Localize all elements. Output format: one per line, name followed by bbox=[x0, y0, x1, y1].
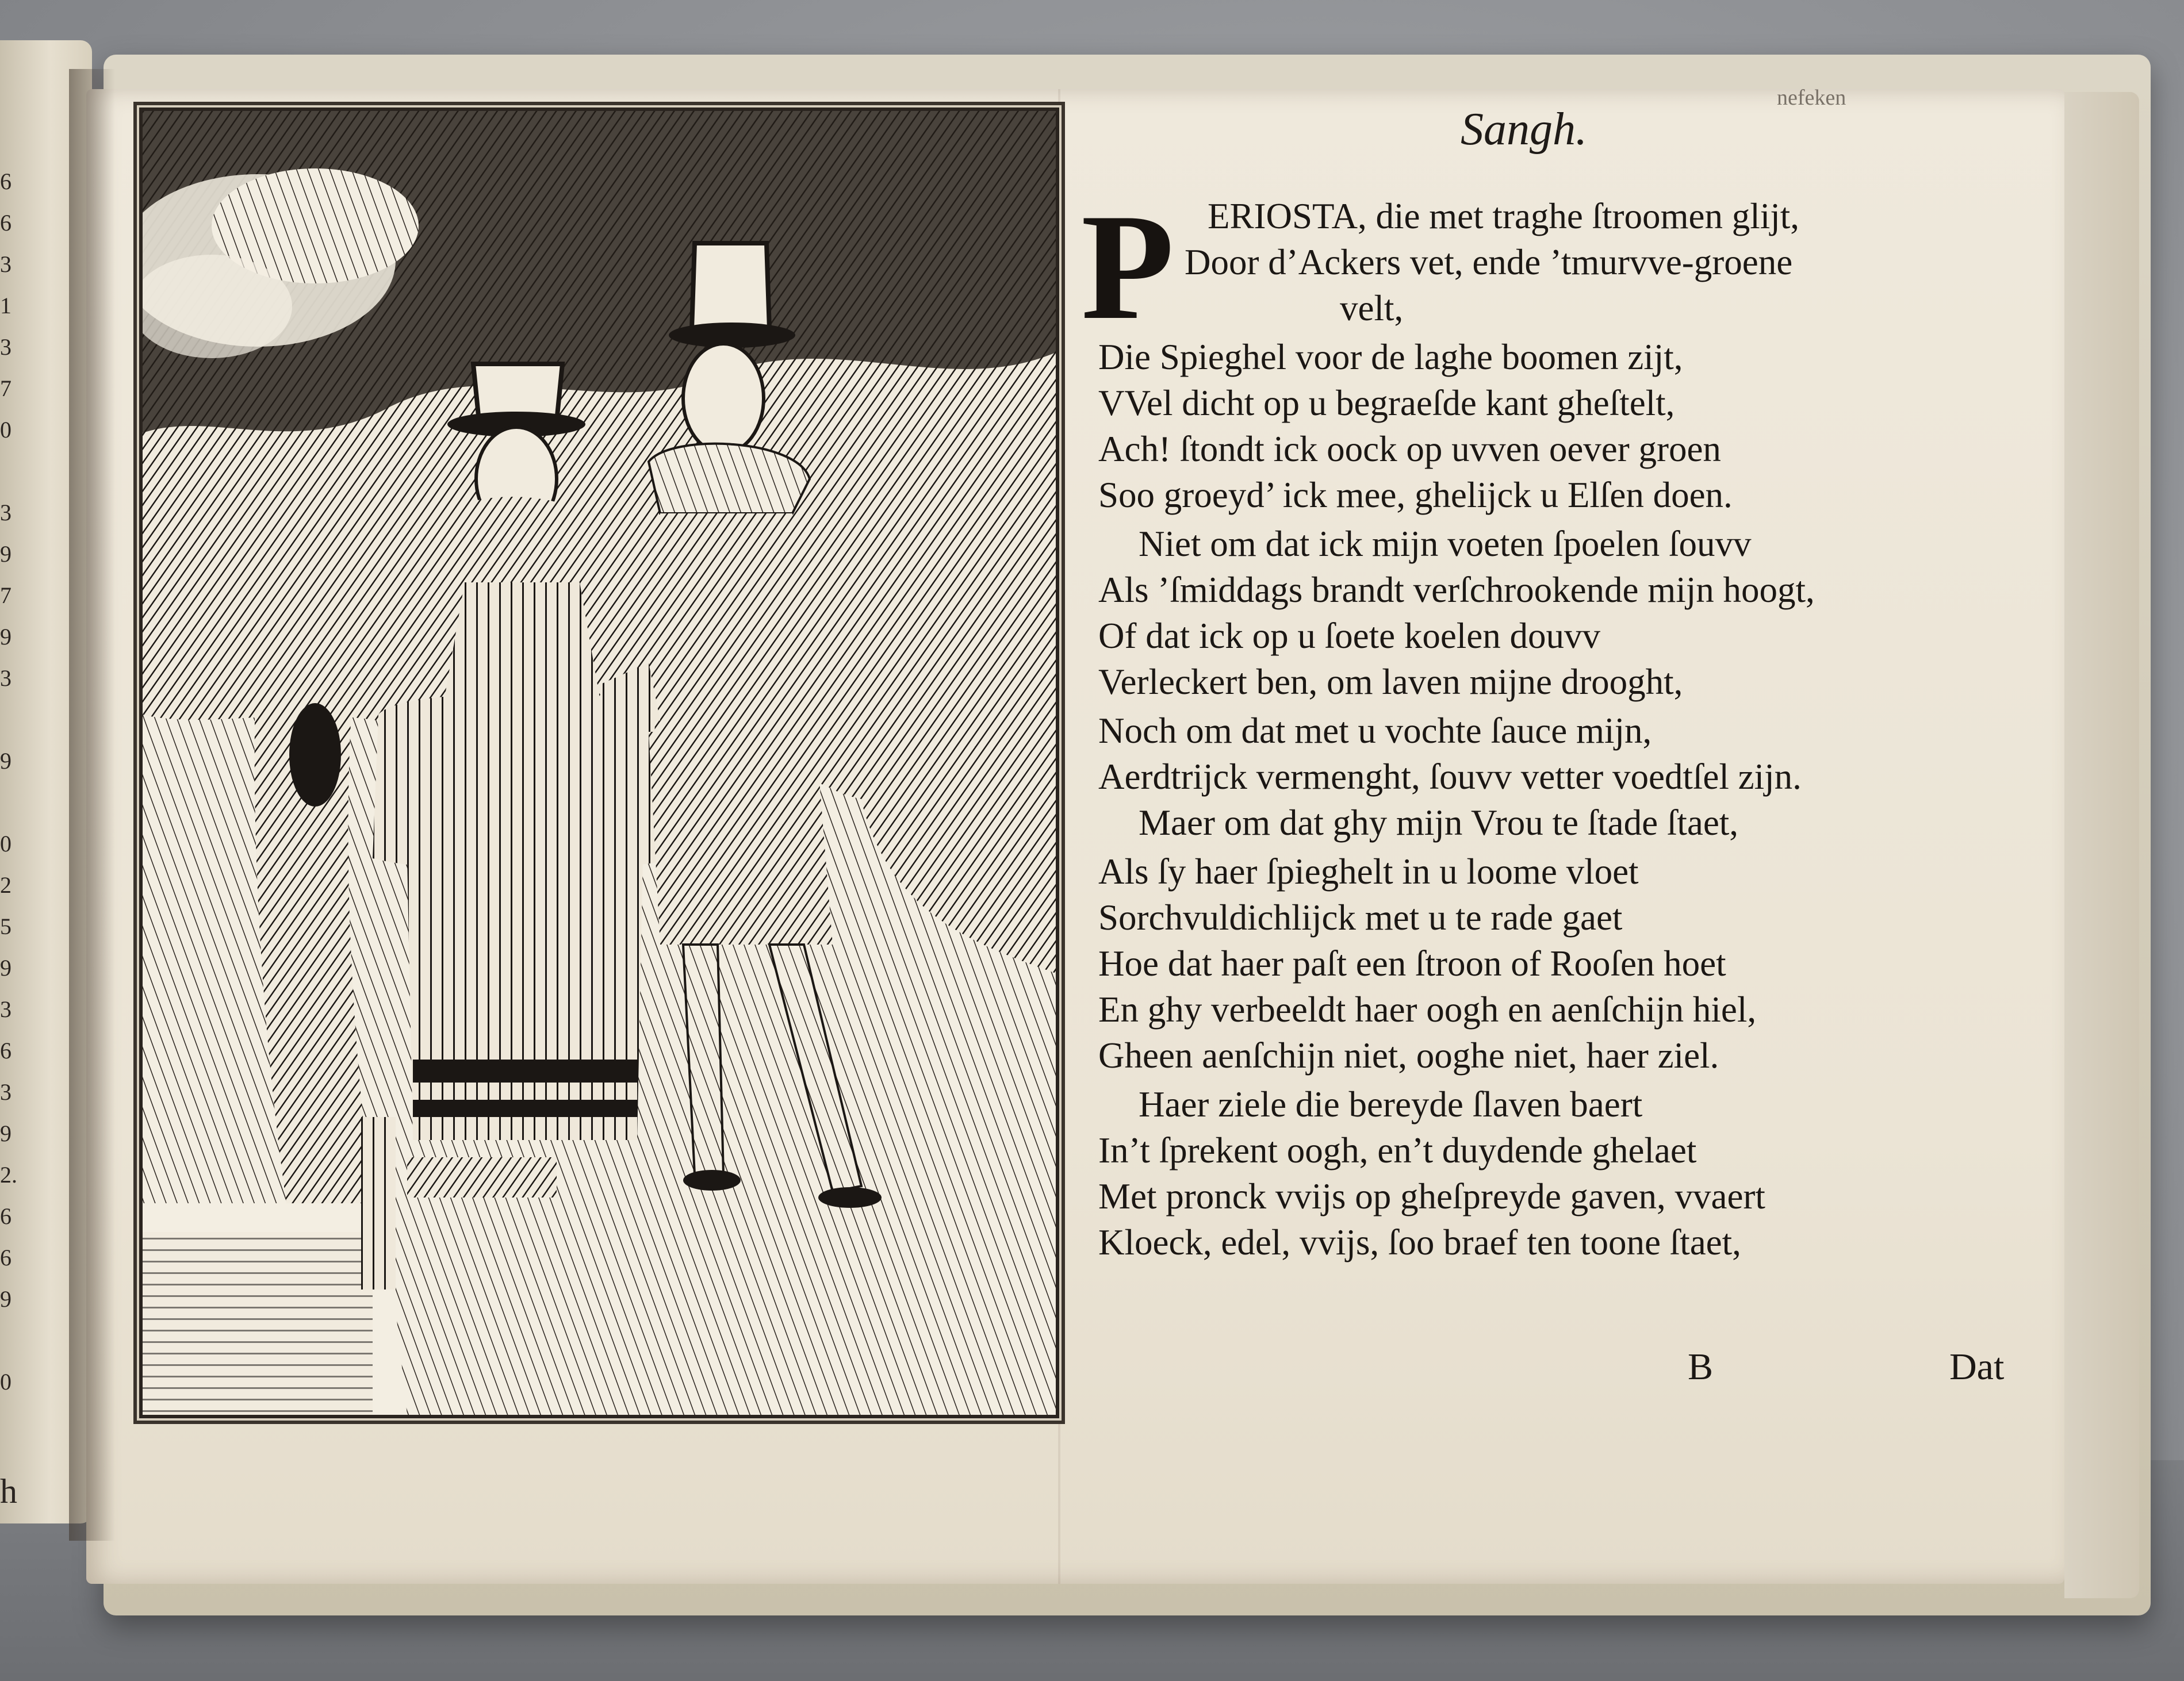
poem-line: Als ’ſmiddags brandt verſchrookende mijn hoogt, bbox=[1098, 570, 1815, 610]
poem-line: Door d’Ackers vet, ende ’tmurvve-groene bbox=[1185, 242, 1793, 282]
margin-number bbox=[0, 451, 35, 492]
margin-number: 6 bbox=[0, 1203, 12, 1229]
margin-number bbox=[0, 699, 35, 740]
poem-line: Of dat ick op u ſoete koelen douvv bbox=[1098, 616, 1601, 656]
catchword: Dat bbox=[1949, 1346, 2005, 1388]
margin-number: 3 bbox=[0, 665, 12, 691]
margin-number: 9 bbox=[0, 1286, 12, 1312]
poem-line: Niet om dat ick mijn voeten ſpoelen ſouvv bbox=[1139, 524, 1752, 564]
left-page-margin-numbers bbox=[0, 161, 35, 1403]
margin-number: 0 bbox=[0, 417, 12, 443]
poem-line: Soo groeyd’ ick mee, ghelijck u Elſen doen. bbox=[1098, 475, 1733, 515]
poem-line: Kloeck, edel, vvijs, ſoo braef ten toone ſtaet, bbox=[1098, 1222, 1741, 1262]
poem-line: Maer om dat ghy mijn Vrou te ſtade ſtaet, bbox=[1139, 803, 1739, 843]
poem-line: ERIOSTA, die met traghe ſtroomen glijt, bbox=[1208, 196, 1800, 236]
margin-number: 9 bbox=[0, 955, 12, 981]
poem-line: Gheen aenſchijn niet, ooghe niet, haer ziel. bbox=[1098, 1035, 1719, 1076]
margin-number: 0 bbox=[0, 1369, 12, 1395]
signature-mark: B bbox=[1688, 1346, 1714, 1388]
poem-line: Als ſy haer ſpieghelt in u loome vloet bbox=[1098, 851, 1639, 892]
margin-number bbox=[0, 782, 35, 823]
margin-number: 5 bbox=[0, 914, 12, 939]
poem-line: Aerdtrijck vermenght, ſouvv vetter voedtſel zijn. bbox=[1098, 757, 1802, 797]
poem-line: Sorchvuldichlijck met u te rade gaet bbox=[1098, 897, 1623, 938]
margin-number bbox=[0, 1320, 35, 1361]
poem-line: Noch om dat met u vochte ſauce mijn, bbox=[1098, 711, 1652, 751]
margin-number: 1 bbox=[0, 293, 12, 318]
margin-number: 6 bbox=[0, 168, 12, 194]
margin-number: 9 bbox=[0, 624, 12, 650]
poem-line: Ach! ſtondt ick oock op uvven oever groen bbox=[1098, 429, 1721, 469]
margin-number: 3 bbox=[0, 500, 12, 525]
poem-line: Verleckert ben, om laven mijne drooght, bbox=[1098, 662, 1683, 702]
poem-line: En ghy verbeeldt haer oogh en aenſchijn hiel, bbox=[1098, 989, 1757, 1030]
poem-line: Die Spieghel voor de laghe boomen zijt, bbox=[1098, 337, 1683, 377]
poem-line: In’t ſprekent oogh, en’t duydende ghelaet bbox=[1098, 1130, 1697, 1170]
margin-number: 7 bbox=[0, 582, 12, 608]
poem-line: Hoe dat haer paſt een ſtroon of Rooſen hoet bbox=[1098, 943, 1726, 984]
poem-line: velt, bbox=[1340, 288, 1404, 328]
margin-number: 6 bbox=[0, 1038, 12, 1064]
margin-number: 2. bbox=[0, 1162, 17, 1188]
poem-line: Haer ziele die bereyde ſlaven baert bbox=[1139, 1084, 1643, 1124]
drop-cap-initial: P bbox=[1081, 183, 1174, 351]
margin-number: 9 bbox=[0, 748, 12, 774]
left-page-bottom-word: h bbox=[0, 1472, 17, 1510]
margin-number: 0 bbox=[0, 831, 12, 857]
spine-shadow bbox=[69, 69, 115, 1541]
running-head: Sangh. bbox=[1461, 104, 1587, 155]
margin-number: 3 bbox=[0, 996, 12, 1022]
margin-number: 3 bbox=[0, 251, 12, 277]
margin-number: 2 bbox=[0, 872, 12, 898]
margin-number: 7 bbox=[0, 375, 12, 401]
margin-number: 6 bbox=[0, 1245, 12, 1271]
margin-number: 9 bbox=[0, 541, 12, 567]
engraving-illustration bbox=[143, 111, 1056, 1415]
poem-line: Met pronck vvijs op gheſpreyde gaven, vvaert bbox=[1098, 1176, 1765, 1216]
margin-number: 3 bbox=[0, 334, 12, 360]
bleed-through-text: nefeken bbox=[1777, 86, 1846, 110]
margin-number: 6 bbox=[0, 210, 12, 236]
margin-number: 3 bbox=[0, 1079, 12, 1105]
poem-line: VVel dicht op u begraeſde kant gheſtelt, bbox=[1098, 383, 1675, 423]
margin-number: 9 bbox=[0, 1120, 12, 1146]
page-edges bbox=[2064, 92, 2139, 1598]
engraving-plate bbox=[139, 108, 1059, 1418]
